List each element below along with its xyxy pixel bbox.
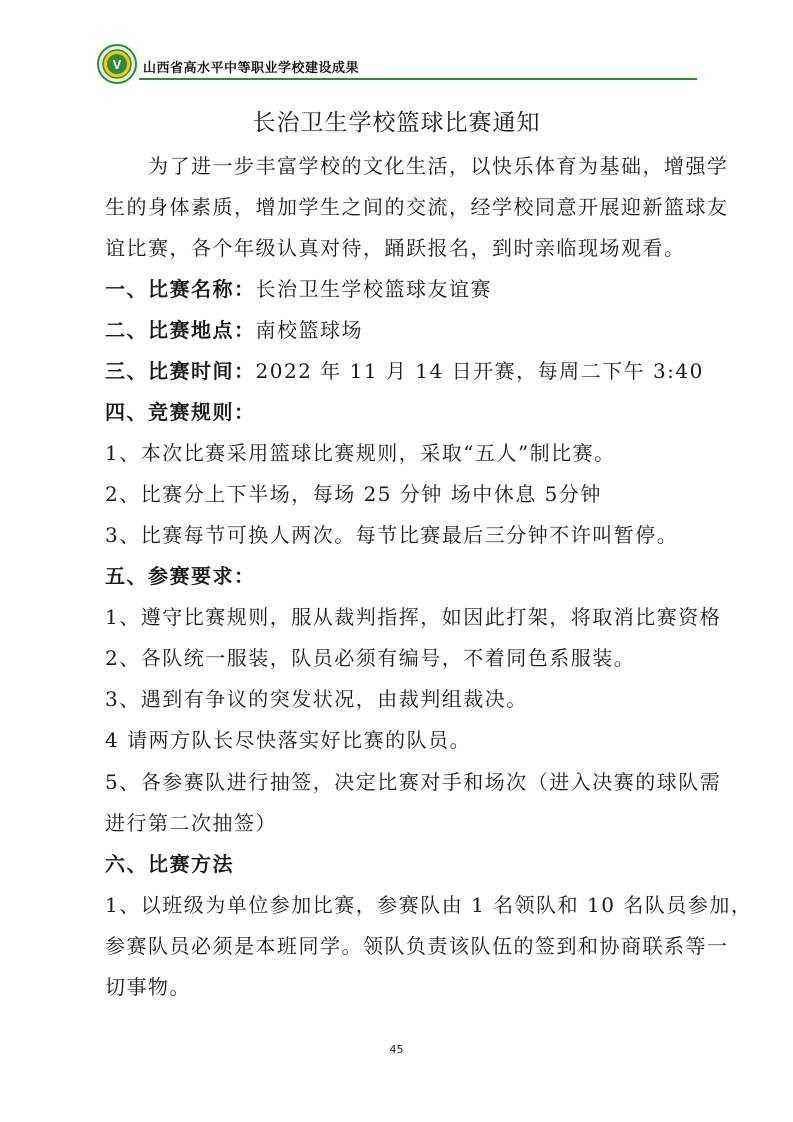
- section-time-label: 三、比赛时间：: [105, 359, 256, 383]
- rules-item-1: 1、本次比赛采用篮球比赛规则，采取“五人”制比赛。: [105, 441, 616, 465]
- section-name: [105, 273, 492, 302]
- section-time-value: 2022 年 11 月 14 日开赛，每周二下午 3:40: [255, 359, 704, 383]
- method-item-1-cont: 参赛队员必须是本班同学。领队负责该队伍的签到和协商联系等一: [105, 934, 729, 958]
- section-method-heading: 六、比赛方法: [105, 852, 234, 876]
- rules-item-3: 3、比赛每节可换人两次。每节比赛最后三分钟不许叫暂停。: [105, 523, 679, 547]
- requirements-item-5-cont: 进行第二次抽签）: [105, 811, 277, 835]
- header-divider: [139, 78, 697, 80]
- page-number: 45: [389, 1043, 404, 1056]
- intro-line-2: 生的身体素质，增加学生之间的交流，经学校同意开展迎新篮球友: [105, 195, 729, 219]
- header-title: 山西省高水平中等职业学校建设成果: [143, 61, 360, 76]
- rules-item-2: 2、比赛分上下半场，每场 25 分钟 场中休息 5分钟: [105, 482, 602, 506]
- section-venue: [105, 314, 363, 343]
- section-venue-value: 南校篮球场: [255, 318, 363, 342]
- section-requirements-heading: 五、参赛要求：: [105, 564, 256, 588]
- page-header: [97, 44, 697, 86]
- school-logo-icon: [97, 44, 137, 84]
- method-item-1: 1、以班级为单位参加比赛，参赛队由 1 名领队和 10 名队员参加，: [105, 893, 753, 917]
- requirements-item-2: 2、各队统一服装，队员必须有编号，不着同色系服装。: [105, 646, 636, 670]
- logo-mark: V: [112, 57, 122, 72]
- intro-line-3: 谊比赛，各个年级认真对待，踊跃报名，到时亲临现场观看。: [105, 236, 686, 260]
- section-time: [105, 355, 704, 384]
- requirements-item-5: 5、各参赛队进行抽签，决定比赛对手和场次（进入决赛的球队需: [105, 770, 722, 794]
- section-name-label: 一、比赛名称：: [105, 277, 256, 301]
- section-venue-label: 二、比赛地点：: [105, 318, 256, 342]
- section-rules-heading: 四、竞赛规则：: [105, 400, 256, 424]
- requirements-item-3: 3、遇到有争议的突发状况，由裁判组裁决。: [105, 687, 528, 711]
- method-item-1-end: 切事物。: [105, 975, 191, 999]
- section-name-value: 长治卫生学校篮球友谊赛: [255, 277, 492, 301]
- intro-line-1: 为了进一步丰富学校的文化生活，以快乐体育为基础，增强学: [148, 154, 729, 178]
- requirements-item-1: 1、遵守比赛规则，服从裁判指挥，如因此打架，将取消比赛资格: [105, 605, 722, 629]
- requirements-item-4: 4 请两方队长尽快落实好比赛的队员。: [105, 728, 472, 752]
- document-title: 长治卫生学校篮球比赛通知: [252, 110, 541, 136]
